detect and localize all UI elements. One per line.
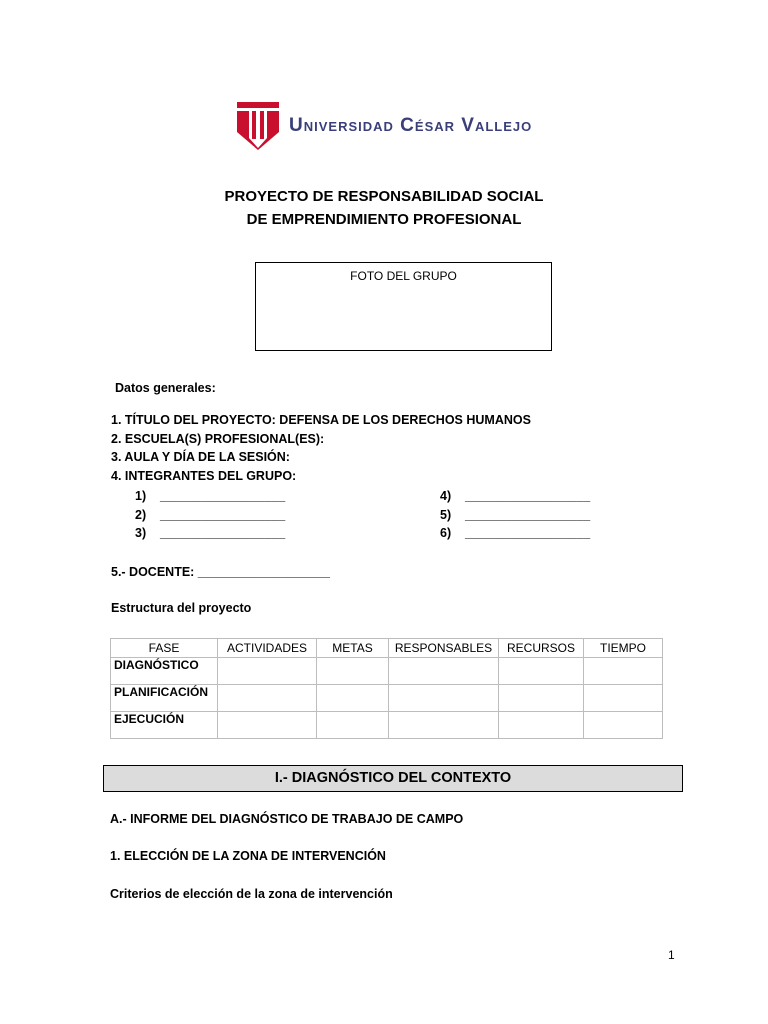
table-row bbox=[111, 712, 663, 739]
criteria-heading: Criterios de elección de la zona de intervención bbox=[110, 887, 393, 901]
group-photo-box bbox=[255, 262, 552, 351]
project-title-line: 1. TÍTULO DEL PROYECTO: DEFENSA DE LOS DERECHOS HUMANOS bbox=[111, 413, 531, 427]
page-number: 1 bbox=[668, 948, 675, 962]
table-row bbox=[111, 658, 663, 685]
table-cell bbox=[218, 685, 317, 712]
col-header: ACTIVIDADES bbox=[218, 639, 317, 658]
zone-selection-heading: 1. ELECCIÓN DE LA ZONA DE INTERVENCIÓN bbox=[110, 849, 386, 863]
phase-cell: DIAGNÓSTICO bbox=[111, 658, 218, 685]
informe-heading: A.- INFORME DEL DIAGNÓSTICO DE TRABAJO DE CAMPO bbox=[110, 812, 464, 826]
university-shield-icon bbox=[237, 102, 279, 150]
school-line: 2. ESCUELA(S) PROFESIONAL(ES): bbox=[111, 432, 325, 446]
structure-heading: Estructura del proyecto bbox=[111, 601, 252, 615]
member-5: 5) __________________ bbox=[440, 508, 591, 522]
group-members-line: 4. INTEGRANTES DEL GRUPO: bbox=[111, 469, 297, 483]
phase-cell: EJECUCIÓN bbox=[111, 712, 218, 739]
document-title-line2: DE EMPRENDIMIENTO PROFESIONAL bbox=[246, 211, 522, 228]
table-row bbox=[111, 685, 663, 712]
document-title-line1: PROYECTO DE RESPONSABILIDAD SOCIAL bbox=[224, 188, 544, 205]
member-1: 1) __________________ bbox=[135, 489, 286, 503]
table-cell bbox=[584, 712, 663, 739]
docente-line: 5.- DOCENTE: ___________________ bbox=[111, 565, 330, 579]
col-header: TIEMPO bbox=[584, 639, 663, 658]
col-header: RECURSOS bbox=[499, 639, 584, 658]
group-photo-label: FOTO DEL GRUPO bbox=[350, 269, 457, 283]
table-cell bbox=[317, 685, 389, 712]
member-4: 4) __________________ bbox=[440, 489, 591, 503]
member-2: 2) __________________ bbox=[135, 508, 286, 522]
col-header: METAS bbox=[317, 639, 389, 658]
table-cell bbox=[389, 712, 499, 739]
table-cell bbox=[218, 658, 317, 685]
table-cell bbox=[389, 658, 499, 685]
section-heading: I.- DIAGNÓSTICO DEL CONTEXTO bbox=[274, 770, 512, 786]
classroom-line: 3. AULA Y DÍA DE LA SESIÓN: bbox=[111, 450, 290, 464]
table-cell bbox=[499, 685, 584, 712]
structure-table bbox=[110, 638, 663, 739]
member-3: 3) __________________ bbox=[135, 526, 286, 540]
table-cell bbox=[317, 658, 389, 685]
col-header: RESPONSABLES bbox=[389, 639, 499, 658]
table-cell bbox=[218, 712, 317, 739]
member-6: 6) __________________ bbox=[440, 526, 591, 540]
phase-cell: PLANIFICACIÓN bbox=[111, 685, 218, 712]
table-cell bbox=[499, 712, 584, 739]
general-data-heading: Datos generales: bbox=[115, 381, 216, 395]
table-header-row bbox=[111, 639, 663, 658]
table-cell bbox=[317, 712, 389, 739]
col-header: FASE bbox=[111, 639, 218, 658]
table-cell bbox=[389, 685, 499, 712]
table-cell bbox=[584, 658, 663, 685]
table-cell bbox=[584, 685, 663, 712]
university-name: Universidad César Vallejo bbox=[289, 115, 533, 136]
table-cell bbox=[499, 658, 584, 685]
university-logo bbox=[237, 102, 532, 150]
section-heading-box bbox=[103, 765, 683, 792]
